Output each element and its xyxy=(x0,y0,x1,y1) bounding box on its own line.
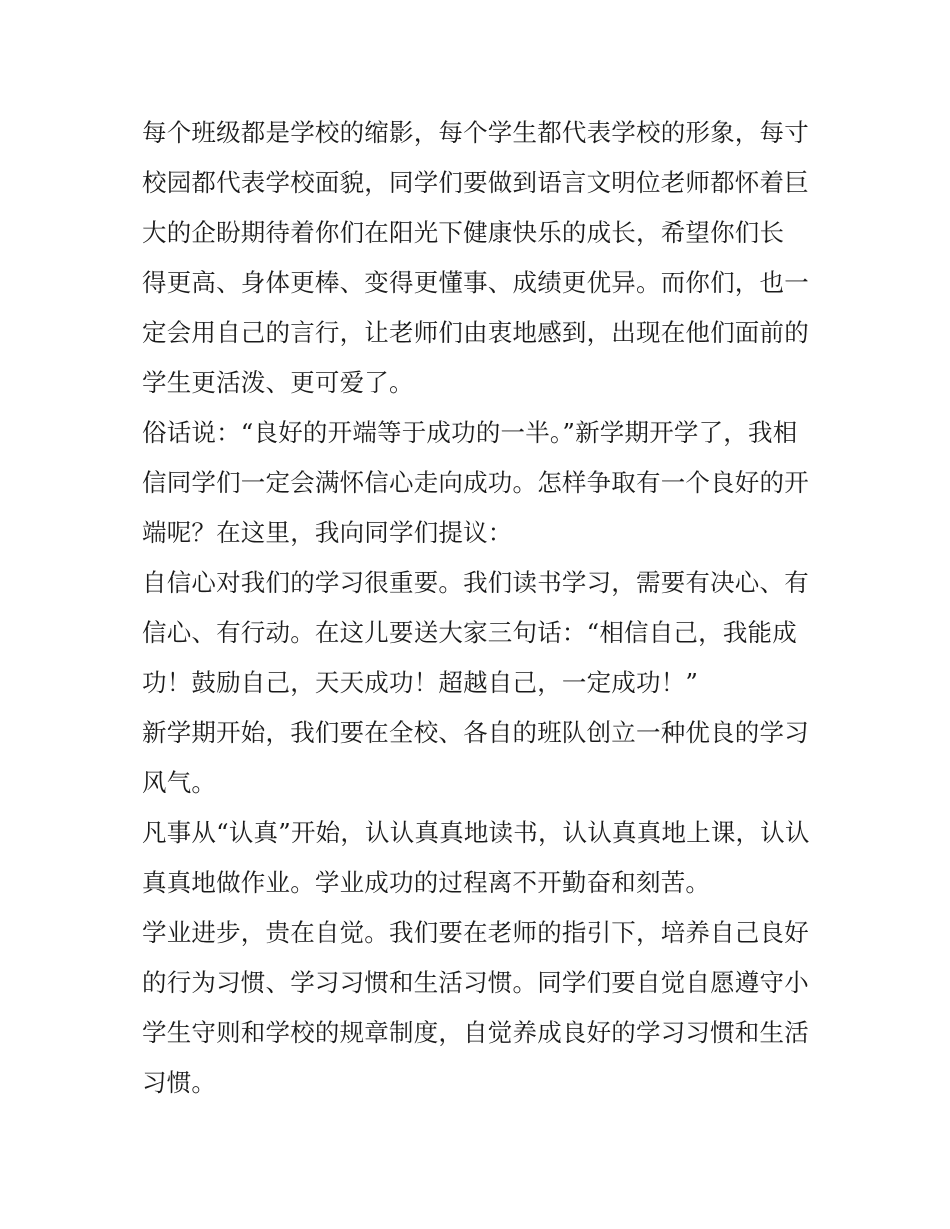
text-line: 风气。 xyxy=(142,768,217,797)
text-line: 校园都代表学校面貌，同学们要做到语言文明位老师都怀着巨 xyxy=(142,168,809,197)
text-line: 新学期开始，我们要在全校、各自的班队创立一种优良的学习 xyxy=(142,718,809,747)
text-line: 学生更活泼、更可爱了。 xyxy=(142,368,414,397)
text-line: 学生守则和学校的规章制度，自觉养成良好的学习习惯和生活 xyxy=(142,1018,809,1047)
document-body xyxy=(142,108,822,1108)
text-line: 每个班级都是学校的缩影，每个学生都代表学校的形象，每寸 xyxy=(142,118,809,147)
text-line: 习惯。 xyxy=(142,1068,217,1097)
text-line: 信心、有行动。在这儿要送大家三句话：“相信自己，我能成 xyxy=(142,618,797,647)
text-line: 得更高、身体更棒、变得更懂事、成绩更优异。而你们，也一 xyxy=(142,268,809,297)
text-line: 功！鼓励自己，天天成功！超越自己，一定成功！” xyxy=(142,668,699,697)
text-line: 大的企盼期待着你们在阳光下健康快乐的成长，希望你们长 xyxy=(142,218,785,247)
text-line: 信同学们一定会满怀信心走向成功。怎样争取有一个良好的开 xyxy=(142,468,809,497)
text-line: 俗话说：“良好的开端等于成功的一半。”新学期开学了，我相 xyxy=(142,418,798,447)
text-line: 定会用自己的言行，让老师们由衷地感到，出现在他们面前的 xyxy=(142,318,809,347)
text-line: 学业进步，贵在自觉。我们要在老师的指引下，培养自己良好 xyxy=(142,918,809,947)
text-line: 端呢？在这里，我向同学们提议： xyxy=(142,518,513,547)
text-line: 凡事从“认真”开始，认认真真地读书，认认真真地上课，认认 xyxy=(142,818,810,847)
text-line: 自信心对我们的学习很重要。我们读书学习，需要有决心、有 xyxy=(142,568,809,597)
text-line: 的行为习惯、学习习惯和生活习惯。同学们要自觉自愿遵守小 xyxy=(142,968,809,997)
text-line: 真真地做作业。学业成功的过程离不开勤奋和刻苦。 xyxy=(142,868,711,897)
